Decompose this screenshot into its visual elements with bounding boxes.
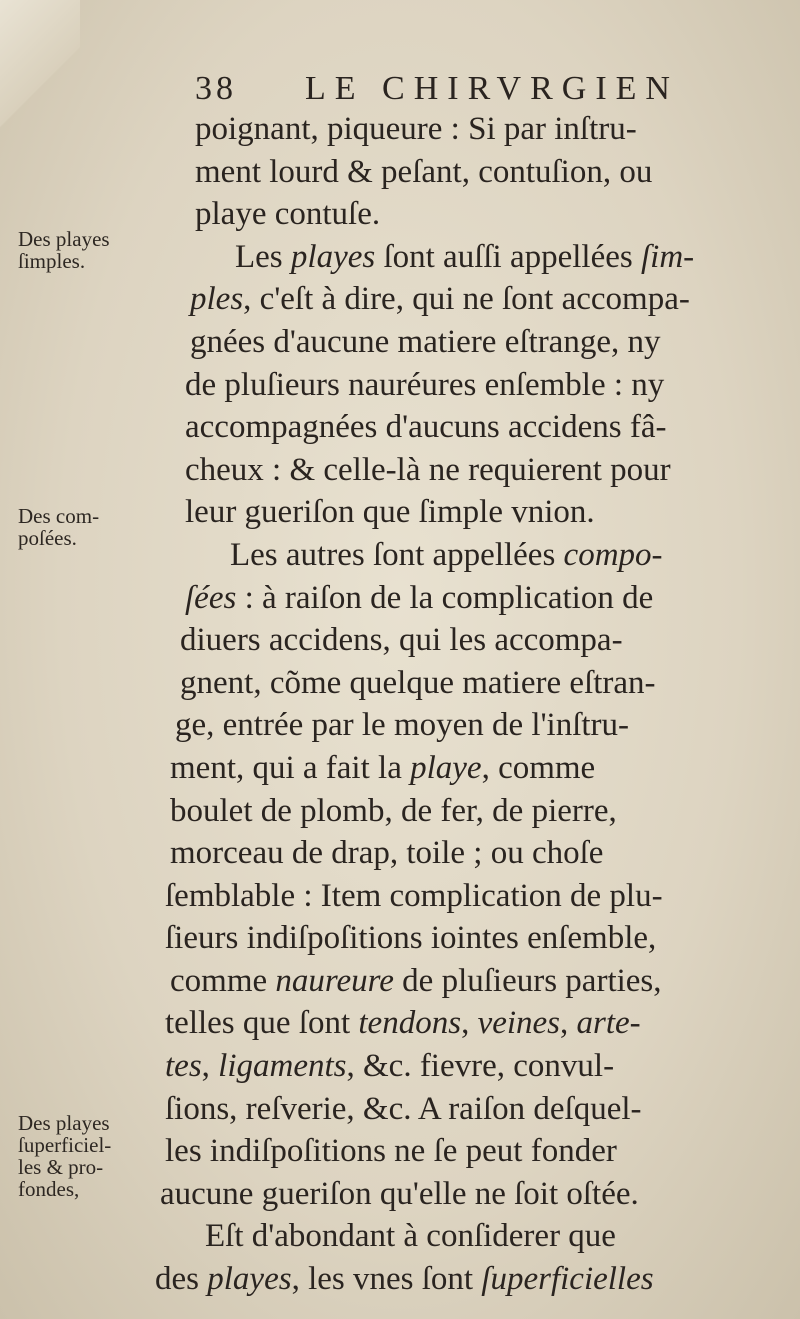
- text-run: ſions, reſverie, &c. A raiſon deſquel-: [165, 1090, 642, 1127]
- italic-term: ſuperficielles: [481, 1261, 654, 1298]
- italic-term: ligaments: [218, 1048, 347, 1085]
- text-run: diuers accidens, qui les accompa-: [180, 622, 623, 659]
- page-number: 38: [195, 70, 237, 107]
- text-line: [155, 1215, 775, 1258]
- text-run: morceau de drap, toile ; ou choſe: [170, 835, 604, 872]
- text-line: [155, 960, 775, 1003]
- italic-term: ſim-: [640, 238, 695, 275]
- text-run: Les: [235, 238, 291, 275]
- text-run: ſont auſſi appellées: [375, 238, 641, 275]
- text-run: des: [155, 1261, 208, 1298]
- margin-note-superficial-wounds: [18, 1112, 178, 1200]
- text-run: Les autres ſont appellées: [230, 536, 564, 573]
- italic-term: naureure: [275, 962, 394, 999]
- text-run: telles que ſont: [165, 1005, 359, 1042]
- text-line: [155, 662, 775, 705]
- text-line: [155, 917, 775, 960]
- text-line: [155, 1130, 775, 1173]
- text-line: [155, 1002, 775, 1045]
- italic-term: arte-: [576, 1005, 641, 1042]
- text-run: cheux : & celle-là ne requierent pour: [185, 451, 671, 488]
- text-run: ge, entrée par le moyen de l'inſtru-: [175, 707, 630, 744]
- text-run: Eſt d'abondant à conſiderer que: [205, 1218, 616, 1255]
- text-line: [155, 449, 775, 492]
- text-run: boulet de plomb, de fer, de pierre,: [170, 792, 617, 829]
- text-line: [155, 236, 775, 279]
- text-run: , les vnes ſont: [291, 1261, 482, 1298]
- text-run: poignant, piqueure : Si par inſtru-: [195, 111, 637, 147]
- italic-term: playe: [410, 749, 482, 786]
- text-run: accompagnées d'aucuns accidens fâ-: [185, 409, 667, 446]
- margin-note-line: les & pro-: [18, 1155, 104, 1179]
- margin-note-line: poſées.: [18, 526, 77, 550]
- italic-term: ſées: [185, 579, 237, 616]
- italic-term: compo-: [563, 536, 663, 573]
- italic-term: tendons: [358, 1005, 462, 1042]
- text-run: , comme: [481, 749, 596, 786]
- text-run: playe contuſe.: [195, 196, 381, 233]
- text-run: ſemblable : Item complication de plu-: [165, 877, 663, 914]
- margin-note-line: Des playes: [18, 227, 110, 251]
- body-text: [155, 108, 775, 1301]
- text-line: [155, 619, 775, 662]
- text-run: ment, qui a fait la: [170, 749, 411, 786]
- text-run: ,: [461, 1005, 478, 1042]
- folded-corner: [0, 0, 80, 130]
- text-line: [155, 1258, 775, 1301]
- text-line: [155, 151, 775, 194]
- text-line: [155, 875, 775, 918]
- italic-term: playes: [290, 238, 376, 275]
- text-line: [155, 1088, 775, 1131]
- text-line: [155, 1173, 775, 1216]
- margin-note-line: ſimples.: [18, 249, 86, 273]
- margin-note-line: Des com-: [18, 504, 100, 528]
- text-line: [155, 534, 775, 577]
- margin-note-line: fondes,: [18, 1177, 80, 1201]
- italic-term: ples: [190, 281, 244, 318]
- text-run: leur gueriſon que ſimple vnion.: [185, 494, 595, 531]
- text-run: ment lourd & peſant, contuſion, ou: [195, 153, 653, 190]
- margin-note-line: Des playes: [18, 1111, 110, 1135]
- text-run: comme: [170, 962, 276, 999]
- text-run: ,: [201, 1048, 219, 1085]
- page-header: [195, 70, 755, 110]
- text-run: gnées d'aucune matiere eſtrange, ny: [190, 323, 661, 360]
- text-line: [155, 193, 775, 236]
- italic-term: playes: [207, 1261, 292, 1298]
- text-line: [155, 108, 775, 151]
- text-line: [155, 278, 775, 321]
- text-run: : à raiſon de la complication de: [236, 579, 654, 616]
- text-line: [155, 747, 775, 790]
- text-run: les indiſpoſitions ne ſe peut fonder: [165, 1133, 617, 1170]
- text-line: [155, 790, 775, 833]
- text-line: [155, 704, 775, 747]
- margin-note-compound-wounds: [18, 505, 178, 549]
- italic-term: tes: [165, 1048, 202, 1085]
- text-line: [155, 832, 775, 875]
- text-run: , &c. fievre, convul-: [346, 1048, 615, 1085]
- text-line: [155, 1045, 775, 1088]
- text-run: aucune gueriſon qu'elle ne ſoit oſtée.: [160, 1175, 639, 1212]
- margin-note-line: ſuperficiel-: [18, 1133, 112, 1157]
- text-run: de pluſieurs parties,: [393, 962, 662, 999]
- text-line: [155, 406, 775, 449]
- running-title: LE CHIRVRGIEN: [305, 70, 679, 107]
- text-run: gnent, cõme quelque matiere eſtran-: [180, 664, 656, 701]
- text-line: [155, 321, 775, 364]
- text-line: [155, 491, 775, 534]
- text-line: [155, 577, 775, 620]
- text-run: , c'eſt à dire, qui ne ſont accompa-: [243, 281, 690, 318]
- text-run: de pluſieurs nauréures enſemble : ny: [185, 366, 665, 403]
- text-run: ,: [560, 1005, 577, 1042]
- italic-term: veines: [477, 1005, 561, 1042]
- text-line: [155, 364, 775, 407]
- text-run: ſieurs indiſpoſitions iointes enſemble,: [165, 920, 657, 957]
- margin-note-simple-wounds: [18, 228, 178, 272]
